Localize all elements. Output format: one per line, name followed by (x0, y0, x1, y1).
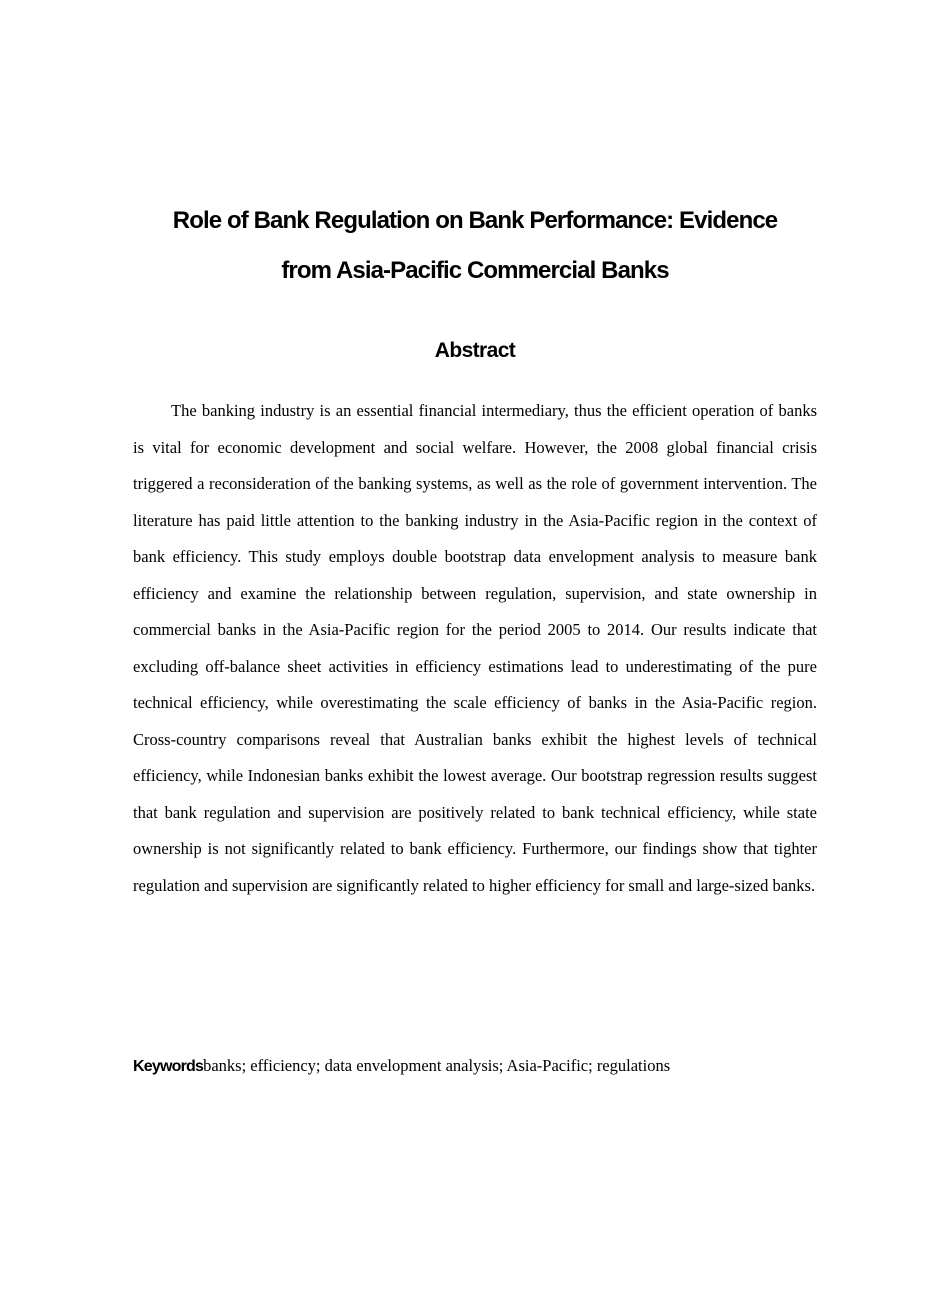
abstract-body: The banking industry is an essential financial intermediary, thus the efficient operation of banks is vital for economic development and social welfare. However, the 2008 global financial crisis triggered a reconsideration of the banking systems, as well as the role of government intervention. The literature has paid little attention to the banking industry in the Asia-Pacific region in the context of bank efficiency. This study employs double bootstrap data envelopment analysis to measure bank efficiency and examine the relationship between regulation, supervision, and state ownership in commercial banks in the Asia-Pacific region for the period 2005 to 2014. Our results indicate that excluding off-balance sheet activities in efficiency estimations lead to underestimating of the pure technical efficiency, while overestimating the scale efficiency of banks in the Asia-Pacific region. Cross-country comparisons reveal that Australian banks exhibit the highest levels of technical efficiency, while Indonesian banks exhibit the lowest average. Our bootstrap regression results suggest that bank regulation and supervision are positively related to bank technical efficiency, while state ownership is not significantly related to bank efficiency. Furthermore, our findings show that tighter regulation and supervision are significantly related to higher efficiency for small and large-sized banks. (133, 401, 817, 895)
keywords-line (133, 1048, 817, 1085)
keywords-label: Keywords (133, 1058, 204, 1075)
paper-title-line-2: from Asia-Pacific Commercial Banks (281, 257, 669, 284)
keywords-text: banks; efficiency; data envelopment analysis; Asia-Pacific; regulations (203, 1056, 671, 1075)
abstract-heading: Abstract (434, 339, 516, 362)
paper-page (133, 0, 817, 1309)
paper-title (123, 196, 827, 296)
paper-title-line-1: Role of Bank Regulation on Bank Performance: Evidence (172, 207, 778, 234)
